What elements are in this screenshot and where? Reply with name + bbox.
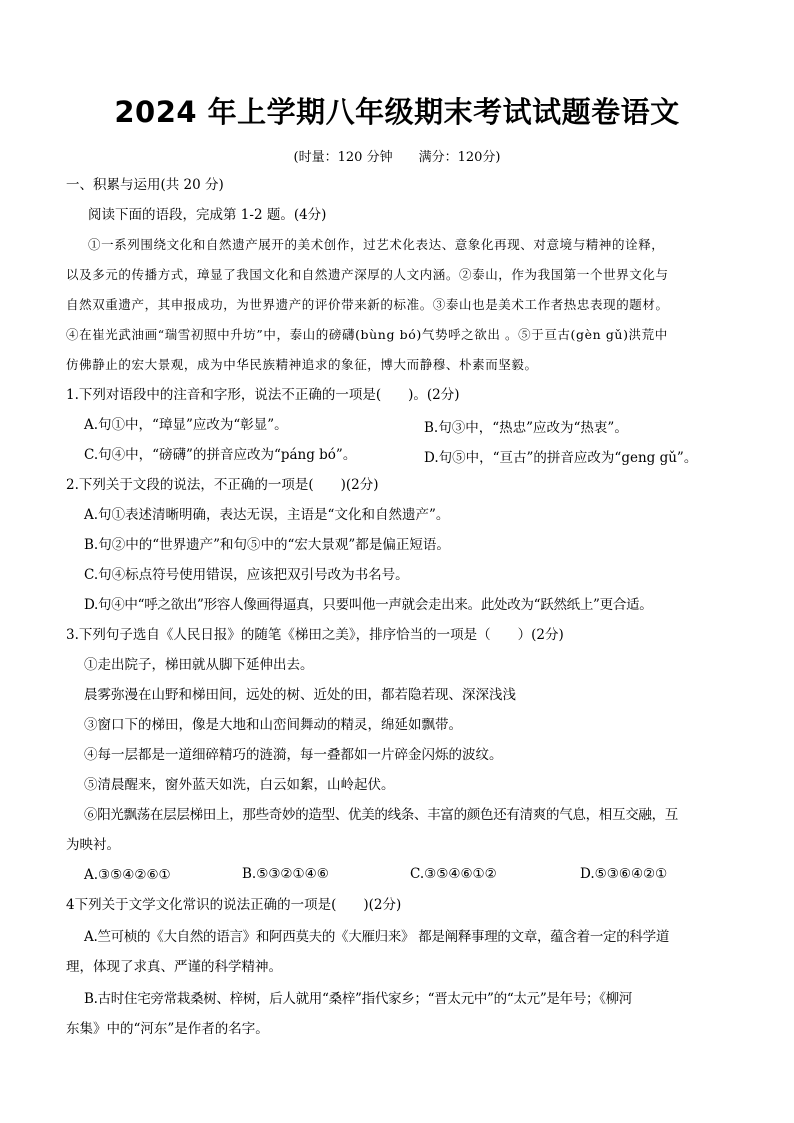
question-1-stem: 1.下列对语段中的注音和字形，说法不正确的一项是( )。(2分)	[66, 387, 460, 403]
question-3-option-a: A.③⑤④②⑥①	[84, 867, 171, 883]
exam-time-score: (时量：120 分钟 满分：120分)	[293, 150, 501, 165]
question-3-sentence: ④每一层都是一道细碎精巧的涟漪，每一叠都如一片碎金闪烁的波纹。	[84, 747, 503, 763]
question-3-sentence: ⑤清晨醒来，窗外蓝天如洗，白云如絮，山岭起伏。	[84, 777, 395, 793]
question-4-option-b-cont: 东集》中的“河东”是作者的名字。	[66, 1021, 269, 1037]
section-heading: 一、积累与运用(共 20 分)	[66, 177, 224, 193]
question-4-option-a: A.竺可桢的《大自然的语言》和阿西莫夫的《大雁归来》 都是阐释事理的文章，蕴含着一定的科学道	[84, 929, 670, 945]
page-title: 2024 年上学期八年级期末考试试题卷语文	[114, 95, 680, 129]
question-1-option-d: D.句⑤中，“亘古”的拼音应改为“geng gǔ”。	[424, 450, 698, 466]
passage-line: ④在崔光武油画“瑞雪初照中升坊”中，泰山的磅礴(bùng bó)气势呼之欲出 。⑤于亘古(gèn gǔ)洪荒中	[66, 327, 668, 342]
question-1-option-a: A.句①中，“璋显”应改为“彰显”。	[84, 417, 288, 433]
question-3-sentence: 为映衬。	[66, 837, 120, 853]
question-2-option-c: C.句④标点符号使用错误，应该把双引号改为书名号。	[84, 567, 409, 583]
question-3-option-b: B.⑤③②①④⑥	[242, 866, 329, 882]
question-3-sentence: ③窗口下的梯田，像是大地和山峦间舞动的精灵，绵延如飘带。	[84, 717, 462, 733]
passage-line: ①一系列围绕文化和自然遗产展开的美术创作，过艺术化表达、意象化再现、对意境与精神的诠释，	[88, 237, 665, 252]
question-2-option-d: D.句④中“呼之欲出”形容人像画得逼真，只要叫他一声就会走出来。此处改为“跃然纸上”更合适。	[84, 597, 653, 613]
question-3-sentence: ①走出院子，梯田就从脚下延伸出去。	[84, 657, 314, 673]
question-2-option-b: B.句②中的“世界遗产”和句⑤中的“宏大景观”都是偏正短语。	[84, 537, 450, 553]
question-1-option-b: B.句③中，“热忠”应改为“热衷”。	[424, 420, 628, 436]
question-4-option-b: B.古时住宅旁常栽桑树、梓树，后人就用“桑梓”指代家乡；“晋太元中”的“太元”是年号；《柳河	[84, 991, 633, 1007]
reading-instruction: 阅读下面的语段，完成第 1-2 题。(4分)	[88, 207, 327, 223]
question-1-option-c: C.句④中，“磅礴”的拼音应改为“páng bó”。	[84, 447, 357, 463]
passage-line: 自然双重遗产，其申报成功，为世界遗产的评价带来新的标准。③泰山也是美术工作者热忠表现的题材。	[66, 297, 669, 312]
question-4-stem: 4下列关于文学文化常识的说法正确的一项是( )(2分)	[66, 897, 402, 913]
question-3-stem: 3.下列句子选自《人民日报》的随笔《梯田之美》，排序恰当的一项是（ ）(2分)	[66, 627, 564, 643]
passage-line: 仿佛静止的宏大景观，成为中华民族精神追求的象征，博大而静穆、朴素而坚毅。	[66, 357, 538, 372]
question-3-option-c: C.③⑤④⑥①②	[410, 866, 497, 882]
question-3-sentence: 晨雾弥漫在山野和梯田间，远处的树、近处的田，都若隐若现、深深浅浅	[84, 687, 516, 703]
passage-line: 以及多元的传播方式，璋显了我国文化和自然遗产深厚的人文内涵。②泰山，作为我国第一个世界文化与	[66, 267, 669, 282]
question-3-sentence: ⑥阳光飘荡在层层梯田上，那些奇妙的造型、优美的线条、丰富的颜色还有清爽的气息，相互交融，互	[84, 807, 678, 823]
question-3-option-d: D.⑤③⑥④②①	[580, 866, 668, 882]
question-2-stem: 2.下列关于文段的说法，不正确的一项是( )(2分)	[66, 477, 379, 493]
question-2-option-a: A.句①表述清晰明确，表达无误，主语是“文化和自然遗产”。	[84, 507, 450, 523]
question-4-option-a-cont: 理，体现了求真、严谨的科学精神。	[66, 959, 282, 975]
